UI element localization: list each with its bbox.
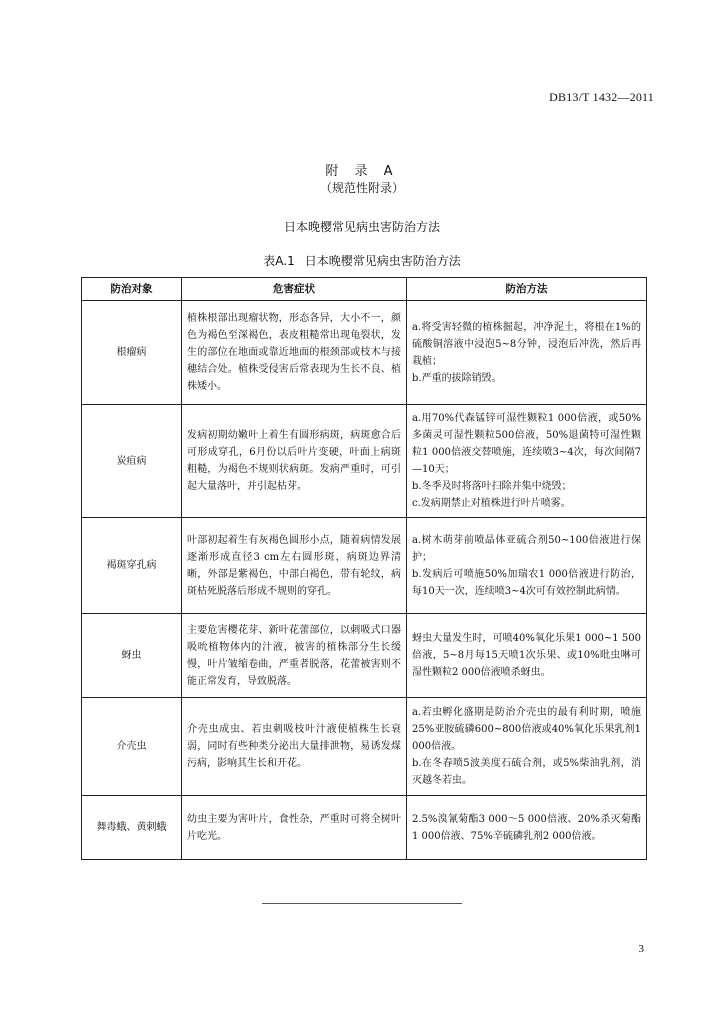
row-target: 介壳虫 (82, 698, 182, 796)
row-method (407, 614, 647, 698)
method-line: 2.5%溴氰菊酯3 000～5 000倍液、20%杀灭菊酯1 000倍液、75%辛硫磷乳剂2 000倍液。 (412, 813, 641, 842)
row-target: 褐斑穿孔病 (82, 518, 182, 614)
method-line: c.发病期禁止对植株进行叶片喷雾。 (412, 498, 571, 509)
header-symptom: 危害症状 (182, 278, 407, 301)
method-line: b.发病后可喷施50%加瑞农1 000倍液进行防治，每10天一次，连续喷3~4次可有效控制此病情。 (412, 568, 641, 597)
table-header-row (82, 278, 647, 301)
row-symptom: 幼虫主要为害叶片，食性杂，严重时可将全树叶片吃光。 (182, 796, 407, 860)
method-line: b.冬季及时将落叶扫除并集中烧毁； (412, 481, 572, 492)
annex-subtitle: （规范性附录） (319, 181, 404, 195)
row-symptom: 叶部初起着生有灰褐色圆形小点，随着病情发展逐渐形成直径3 cm左右圆形斑，病斑边界清晰，外部是紫褐色，中部白褐色，带有轮纹，病斑枯死脱落后形成不规则的穿孔。 (182, 518, 407, 614)
row-target: 蚜虫 (82, 614, 182, 698)
footer-divider (262, 903, 462, 904)
pest-control-table (81, 277, 647, 860)
row-method (407, 301, 647, 405)
method-line: a.用70%代森锰锌可湿性颗粒1 000倍液，或50%多菌灵可湿性颗粒500倍液，50%退菌特可湿性颗粒1 000倍液交替喷施，连续喷3~4次，每次间隔7—10天； (412, 413, 641, 475)
row-symptom: 主要危害樱花芽、新叶花蕾部位，以刺吸式口器吸吮植物体内的汁液，被害的植株部分生长缓慢，叶片皱缩卷曲，严重者脱落，花蕾被害则不能正常发育，导致脱落。 (182, 614, 407, 698)
table-caption-text: 日本晚樱常见病虫害防治方法 (304, 254, 461, 268)
method-line: b.严重的拔除销毁。 (412, 372, 502, 384)
row-method (407, 796, 647, 860)
row-target: 根瘤病 (82, 301, 182, 405)
method-line: a.若虫孵化盛期是防治介壳虫的最有利时期，喷施25%亚胺硫磷600~800倍液或40%氧化乐果乳剂1 000倍液。 (412, 707, 641, 752)
standard-code: DB13/T 1432—2011 (549, 90, 654, 104)
row-target: 舞毒蛾、黄刺蛾 (82, 796, 182, 860)
method-line: a.将受害轻微的植株掘起，冲净泥土，将根在1%的硫酸铜溶液中浸泡5~8分钟，浸泡后冲洗，然后再栽植； (412, 321, 641, 367)
method-line: 蚜虫大量发生时，可喷40%氧化乐果1 000~1 500倍液，5~8月每15天喷1次乐果、或10%吡虫啉可湿性颗粒2 000倍液喷杀蚜虫。 (412, 633, 641, 678)
row-target: 炭疽病 (82, 405, 182, 518)
table-row (82, 301, 647, 405)
row-symptom: 植株根部出现瘤状物，形态各异，大小不一，颜色为褐色至深褐色，表皮粗糙常出现龟裂状，发生的部位在地面或靠近地面的根颈部或枝木与接穗结合处。植株受侵害后常表现为生长不良、植株矮小。 (182, 301, 407, 405)
table-row (82, 698, 647, 796)
table-row (82, 796, 647, 860)
row-method (407, 405, 647, 518)
table-caption (0, 252, 724, 269)
row-symptom: 发病初期幼嫩叶上着生有圆形病斑，病斑愈合后可形成穿孔，6月份以后叶片变硬，叶面上病斑粗糙，为褐色不规则状病斑。发病严重时，可引起大量落叶，并引起枯芽。 (182, 405, 407, 518)
method-line: b.在冬春喷5波美度石硫合剂，或5%柴油乳剂，消灭越冬若虫。 (412, 758, 641, 786)
table-caption-number: 表A.1 (263, 254, 295, 268)
annex-heading: 日本晚樱常见病虫害防治方法 (283, 220, 440, 234)
row-symptom: 介壳虫成虫、若虫刺吸枝叶汁液使植株生长衰弱，同时有些种类分泌出大量排泄物，易诱发煤污病，影响其生长和开花。 (182, 698, 407, 796)
page-number: 3 (638, 943, 644, 955)
header-method: 防治方法 (407, 278, 647, 301)
row-method (407, 698, 647, 796)
header-target: 防治对象 (82, 278, 182, 301)
table-row (82, 614, 647, 698)
table-row (82, 518, 647, 614)
table-row (82, 405, 647, 518)
method-line: a.树木萌芽前喷晶体亚硫合剂50~100倍液进行保护； (412, 534, 641, 563)
row-method (407, 518, 647, 614)
annex-title: 附 录 A (325, 164, 399, 179)
